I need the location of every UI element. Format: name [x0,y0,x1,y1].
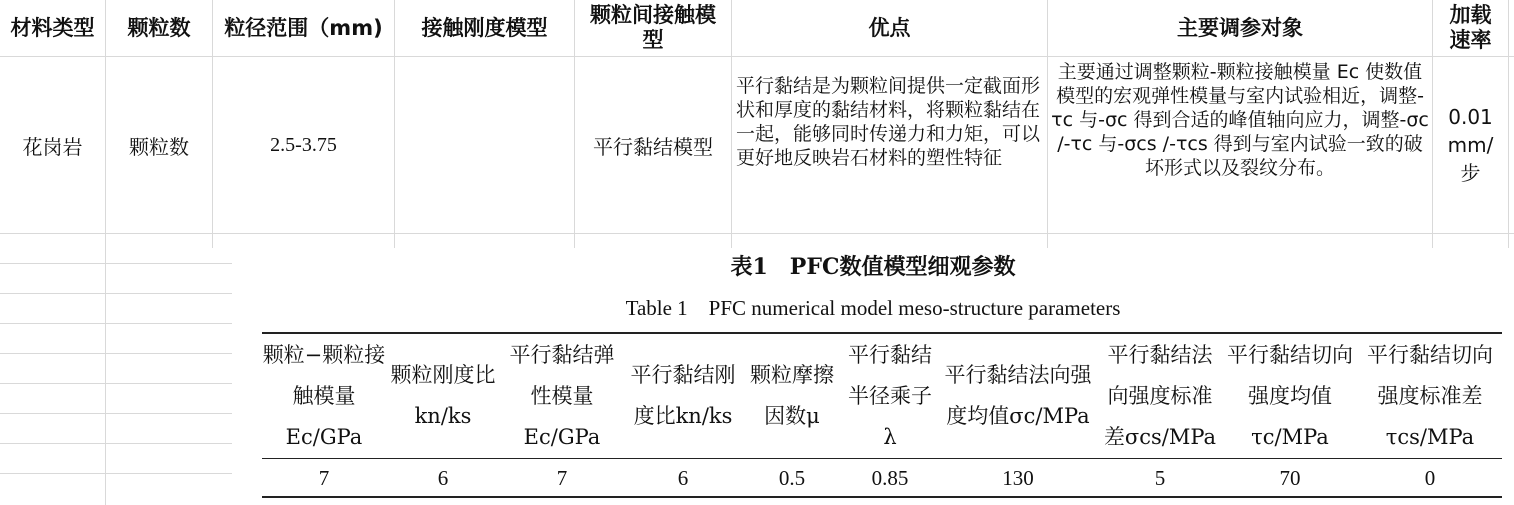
value-cell: 6 [677,465,689,490]
grid-line [1508,0,1509,248]
value-cell: 7 [318,465,330,490]
value-cell: 70 [1279,465,1301,490]
header-contact-model[interactable]: 颗粒间接触模型 [590,3,716,52]
col-header-normal-strength-sd: 平行黏结法向强度标准差σcs/MPa [1103,342,1217,449]
value-cell: 130 [1002,465,1034,490]
header-advantages[interactable]: 优点 [868,15,911,40]
col-header-friction: 颗粒摩擦因数μ [750,363,834,428]
grid-line [0,263,232,264]
cell-tuning[interactable]: 主要通过调整颗粒-颗粒接触模量 Ec 使数值模型的宏观弹性模量与室内试验相近，调整-τc 与-σc 得到合适的峰值轴向应力，调整-σc /-τc 与-σcs /-τcs 得到与室内试验一致的破坏形式以及裂纹分布。 [1051,61,1429,179]
col-header-contact-modulus: 颗粒−颗粒接触模量Ec/GPa [262,342,386,449]
grid-line [0,413,232,414]
col-header-bond-modulus: 平行黏结弹性模量Ec/GPa [509,342,615,449]
value-cell: 0 [1424,465,1436,490]
grid-line [0,383,232,384]
table-caption-cn: 表1 PFC数值模型细观参数 [730,254,1016,280]
grid-line [0,233,1514,234]
header-size-range[interactable]: 粒径范围（mm) [224,15,383,40]
col-header-radius-multiplier: 平行黏结半径乘子λ [848,342,932,449]
cell-advantages[interactable]: 平行黏结是为颗粒间提供一定截面形状和厚度的黏结材料，将颗粒黏结在一起，能够同时传递力和力矩，可以更好地反映岩石材料的塑性特征 [736,75,1041,169]
header-tuning[interactable]: 主要调参对象 [1177,15,1303,40]
cell-loading-rate[interactable]: 0.01mm/步 [1447,105,1494,185]
value-cell: 6 [437,465,449,490]
table-mid-rule [262,458,1502,459]
value-cell: 0.5 [778,465,806,490]
header-material-type[interactable]: 材料类型 [10,15,95,40]
col-header-shear-strength-mean: 平行黏结切向强度均值τc/MPa [1227,342,1353,449]
table-bottom-rule [262,496,1502,498]
grid-line [0,473,232,474]
col-header-stiffness-ratio: 颗粒刚度比kn/ks [390,363,496,428]
col-header-normal-strength-mean: 平行黏结法向强度均值σc/MPa [944,363,1092,428]
col-header-shear-strength-sd: 平行黏结切向强度标准差τcs/MPa [1367,342,1493,449]
col-header-bond-stiffness-ratio: 平行黏结刚度比kn/ks [630,363,736,428]
value-cell: 7 [556,465,568,490]
grid-line [0,323,232,324]
header-stiffness-model[interactable]: 接触刚度模型 [421,15,548,40]
grid-line [0,443,232,444]
cell-stiffness-model[interactable] [395,57,574,233]
cell-count[interactable]: 颗粒数 [129,134,189,159]
header-particle-count[interactable]: 颗粒数 [127,15,191,40]
grid-line [0,293,232,294]
cell-contact-model[interactable]: 平行黏结模型 [593,134,713,159]
value-cell: 0.85 [871,465,909,490]
value-cell: 5 [1154,465,1166,490]
cell-range[interactable]: 2.5-3.75 [270,133,337,156]
header-loading-rate[interactable]: 加载速率 [1449,3,1492,52]
grid-line [0,353,232,354]
table-caption-en: Table 1 PFC numerical model meso-structure parameters [625,296,1121,320]
paper-table [262,332,1502,500]
cell-material[interactable]: 花岗岩 [22,134,83,159]
